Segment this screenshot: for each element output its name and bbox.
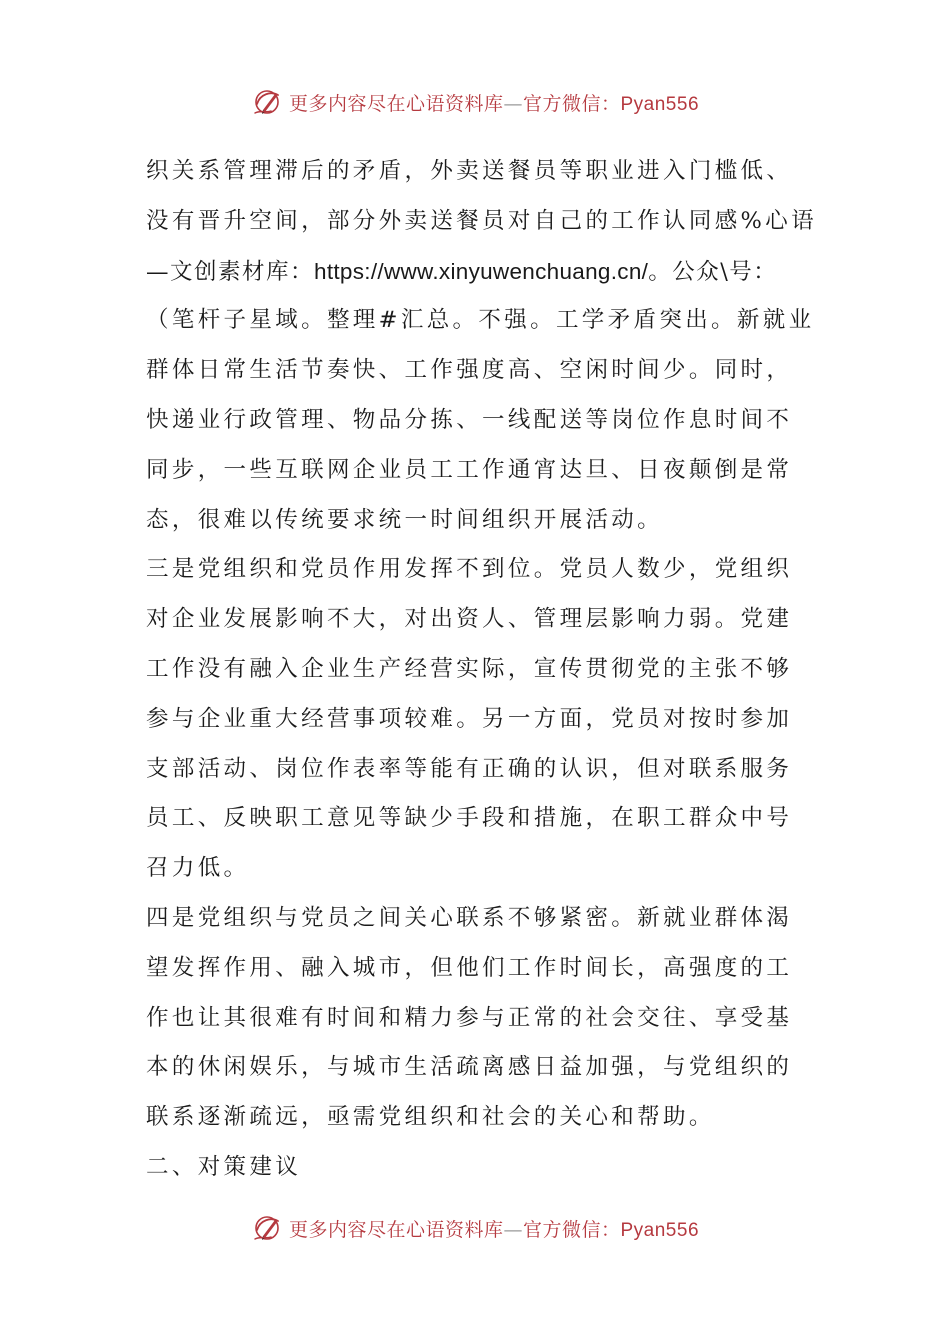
banner-slogan: 更多内容尽在心语资料库 [288, 1218, 504, 1241]
body-line: 群体日常生活节奏快、工作强度高、空闲时间少。同时， [146, 357, 793, 384]
document-body [146, 147, 817, 1193]
body-line: 联系逐渐疏远，亟需党组织和社会的关心和帮助。 [146, 1104, 715, 1131]
banner-dash: — [503, 1218, 523, 1241]
body-line: 工作没有融入企业生产经营实际，宣传贯彻党的主张不够 [146, 655, 793, 682]
banner-wechat-id: Pyan556 [620, 93, 700, 115]
banner-slogan: 更多内容尽在心语资料库 [288, 92, 504, 115]
line-prefix: —文创素材库： [146, 258, 315, 285]
body-line: 支部活动、岗位作表率等能有正确的认识，但对联系服务 [146, 755, 793, 782]
url-text: https://www.xinyuwenchuang.cn/ [314, 258, 649, 284]
body-line: 没有晋升空间，部分外卖送餐员对自己的工作认同感%心语 [146, 207, 817, 234]
banner-text [289, 1215, 699, 1242]
body-line: 同步，一些互联网企业员工工作通宵达旦、日夜颠倒是常 [146, 456, 793, 483]
banner-dash: — [503, 92, 523, 115]
pen-logo-icon [251, 1212, 283, 1244]
body-line: 召力低。 [146, 855, 250, 882]
body-line: 员工、反映职工意见等缺少手段和措施，在职工群众中号 [146, 805, 793, 832]
banner-text [289, 89, 699, 116]
body-line: 态，很难以传统要求统一时间组织开展活动。 [146, 506, 664, 533]
body-line: 望发挥作用、融入城市，但他们工作时间长，高强度的工 [146, 954, 793, 981]
footer-banner [0, 1208, 950, 1248]
body-line: 快递业行政管理、物品分拣、一线配送等岗位作息时间不 [146, 406, 793, 433]
body-line-with-url [146, 247, 806, 297]
body-line: 作也让其很难有时间和精力参与正常的社会交往、享受基 [146, 1004, 793, 1031]
pen-logo-icon [251, 86, 283, 118]
banner-wechat-label: 官方微信： [522, 1218, 621, 1241]
body-line: 织关系管理滞后的矛盾，外卖送餐员等职业进入门槛低、 [146, 158, 793, 184]
paragraph-start-line: 三是党组织和党员作用发挥不到位。党员人数少，党组织 [146, 556, 793, 583]
line-suffix: 。公众\号： [648, 258, 778, 285]
section-heading: 二、对策建议 [146, 1153, 302, 1180]
body-line: 对企业发展影响不大，对出资人、管理层影响力弱。党建 [146, 606, 793, 633]
body-line: 本的休闲娱乐，与城市生活疏离感日益加强，与党组织的 [146, 1054, 793, 1081]
paragraph-start-line: 四是党组织与党员之间关心联系不够紧密。新就业群体渴 [146, 904, 793, 931]
body-line: 参与企业重大经营事项较难。另一方面，党员对按时参加 [146, 705, 793, 732]
banner-wechat-label: 官方微信： [522, 92, 621, 115]
banner-wechat-id: Pyan556 [620, 1219, 700, 1241]
body-line: （笔杆子星域。整理#汇总。不强。工学矛盾突出。新就业 [146, 307, 815, 334]
header-banner [0, 82, 950, 122]
